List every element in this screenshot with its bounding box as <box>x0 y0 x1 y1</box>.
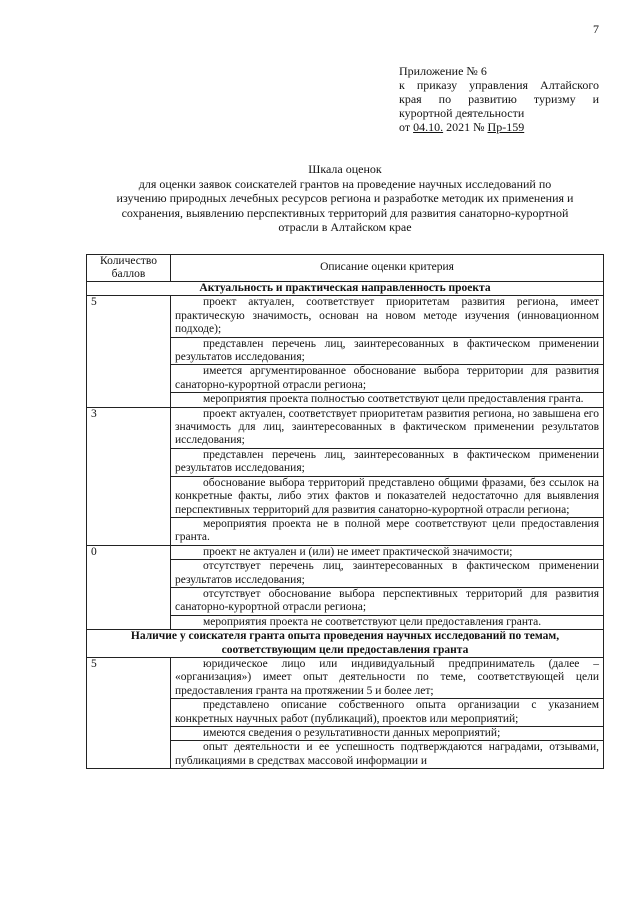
criterion-item: обоснование выбора территорий представлено общими фразами, без ссылок на конкретные факты, либо этих фактов и показателей недостаточно для выявления перспективных территорий для развития санаторно-курортной отрасли региона; <box>171 477 603 518</box>
order-reference <box>399 120 599 134</box>
appendix-line: Приложение № 6 <box>399 64 487 78</box>
criterion-item: отсутствует перечень лиц, заинтересованных в фактическом применении результатов исследования; <box>171 560 603 588</box>
order-prefix: от <box>399 120 414 134</box>
criterion-item: мероприятия проекта полностью соответствуют цели предоставления гранта. <box>203 393 584 406</box>
criterion-item: юридическое лицо или индивидуальный предприниматель (далее – «организация») имеет опыт деятельности по теме, соответствующей цели предоставления гранта на протяжении 5 и более лет; <box>171 658 603 699</box>
criterion-item: имеется аргументированное обоснование выбора территории для развития санаторно-курортной отрасли региона; <box>171 365 603 393</box>
appendix-header <box>399 64 599 134</box>
col-header-score: Количество баллов <box>87 255 171 282</box>
score-cell: 0 <box>87 545 171 629</box>
section-row <box>87 630 604 658</box>
criterion-item: проект актуален, соответствует приоритетам развития региона, но завышена его значимость для лиц, заинтересованных в фактическом применении результатов исследования; <box>171 408 603 449</box>
criterion-item: имеются сведения о результативности данных мероприятий; <box>171 727 603 741</box>
description-cell <box>171 545 604 629</box>
description-cell <box>171 407 604 545</box>
col-header-description: Описание оценки критерия <box>171 255 604 282</box>
table-row <box>87 657 604 768</box>
appendix-line: края по развитию туризму и <box>399 92 599 106</box>
table-row <box>87 296 604 407</box>
criterion-item: проект актуален, соответствует приоритетам развития региона, имеет практическую значимость, основан на новом методе изучения (инновационном подходе); <box>171 296 603 337</box>
criteria-table <box>86 254 604 769</box>
appendix-line: к приказу управления Алтайского <box>399 78 599 92</box>
title-line: отрасли в Алтайском крае <box>278 220 412 234</box>
criterion-item: отсутствует обоснование выбора перспективных территорий для развития санаторно-курортной отрасли региона; <box>171 588 603 616</box>
page-number: 7 <box>593 22 599 36</box>
title-line: для оценки заявок соискателей грантов на проведение научных исследований по <box>138 176 552 191</box>
score-cell: 3 <box>87 407 171 545</box>
section-title: Наличие у соискателя гранта опыта проведения научных исследований по темам, соответствующим цели предоставления гранта <box>87 630 604 658</box>
criterion-item: опыт деятельности и ее успешность подтверждаются наградами, отзывами, публикациями в средствах массовой информации и <box>175 741 599 767</box>
score-cell: 5 <box>87 296 171 407</box>
order-number: Пр-159 <box>487 120 525 134</box>
table-row <box>87 545 604 629</box>
document-title <box>80 162 610 235</box>
criterion-item: представлен перечень лиц, заинтересованных в фактическом применении результатов исследования; <box>171 338 603 366</box>
order-mid: 2021 № <box>443 120 488 134</box>
description-cell <box>171 296 604 407</box>
title-line: Шкала оценок <box>308 162 382 176</box>
table-row <box>87 407 604 545</box>
score-cell: 5 <box>87 657 171 768</box>
criterion-item: представлен перечень лиц, заинтересованных в фактическом применении результатов исследования; <box>171 449 603 477</box>
criterion-item: мероприятия проекта не в полной мере соответствуют цели предоставления гранта. <box>175 517 599 544</box>
criterion-item: представлено описание собственного опыта организации с указанием конкретных научных работ (публикаций), проектов или мероприятий; <box>171 699 603 727</box>
section-row <box>87 282 604 296</box>
title-line: изучению природных лечебных ресурсов региона и разработке методик их применения и <box>116 191 574 205</box>
criterion-item: мероприятия проекта не соответствуют цели предоставления гранта. <box>203 615 542 628</box>
criterion-item: проект не актуален и (или) не имеет практической значимости; <box>171 546 603 560</box>
title-line: сохранения, выявлению перспективных территорий для развития санаторно-курортной <box>121 205 569 220</box>
section-title: Актуальность и практическая направленность проекта <box>87 282 604 296</box>
appendix-line: курортной деятельности <box>399 106 525 120</box>
order-date: 04.10. <box>413 120 444 134</box>
description-cell <box>171 657 604 768</box>
table-header-row <box>87 255 604 282</box>
